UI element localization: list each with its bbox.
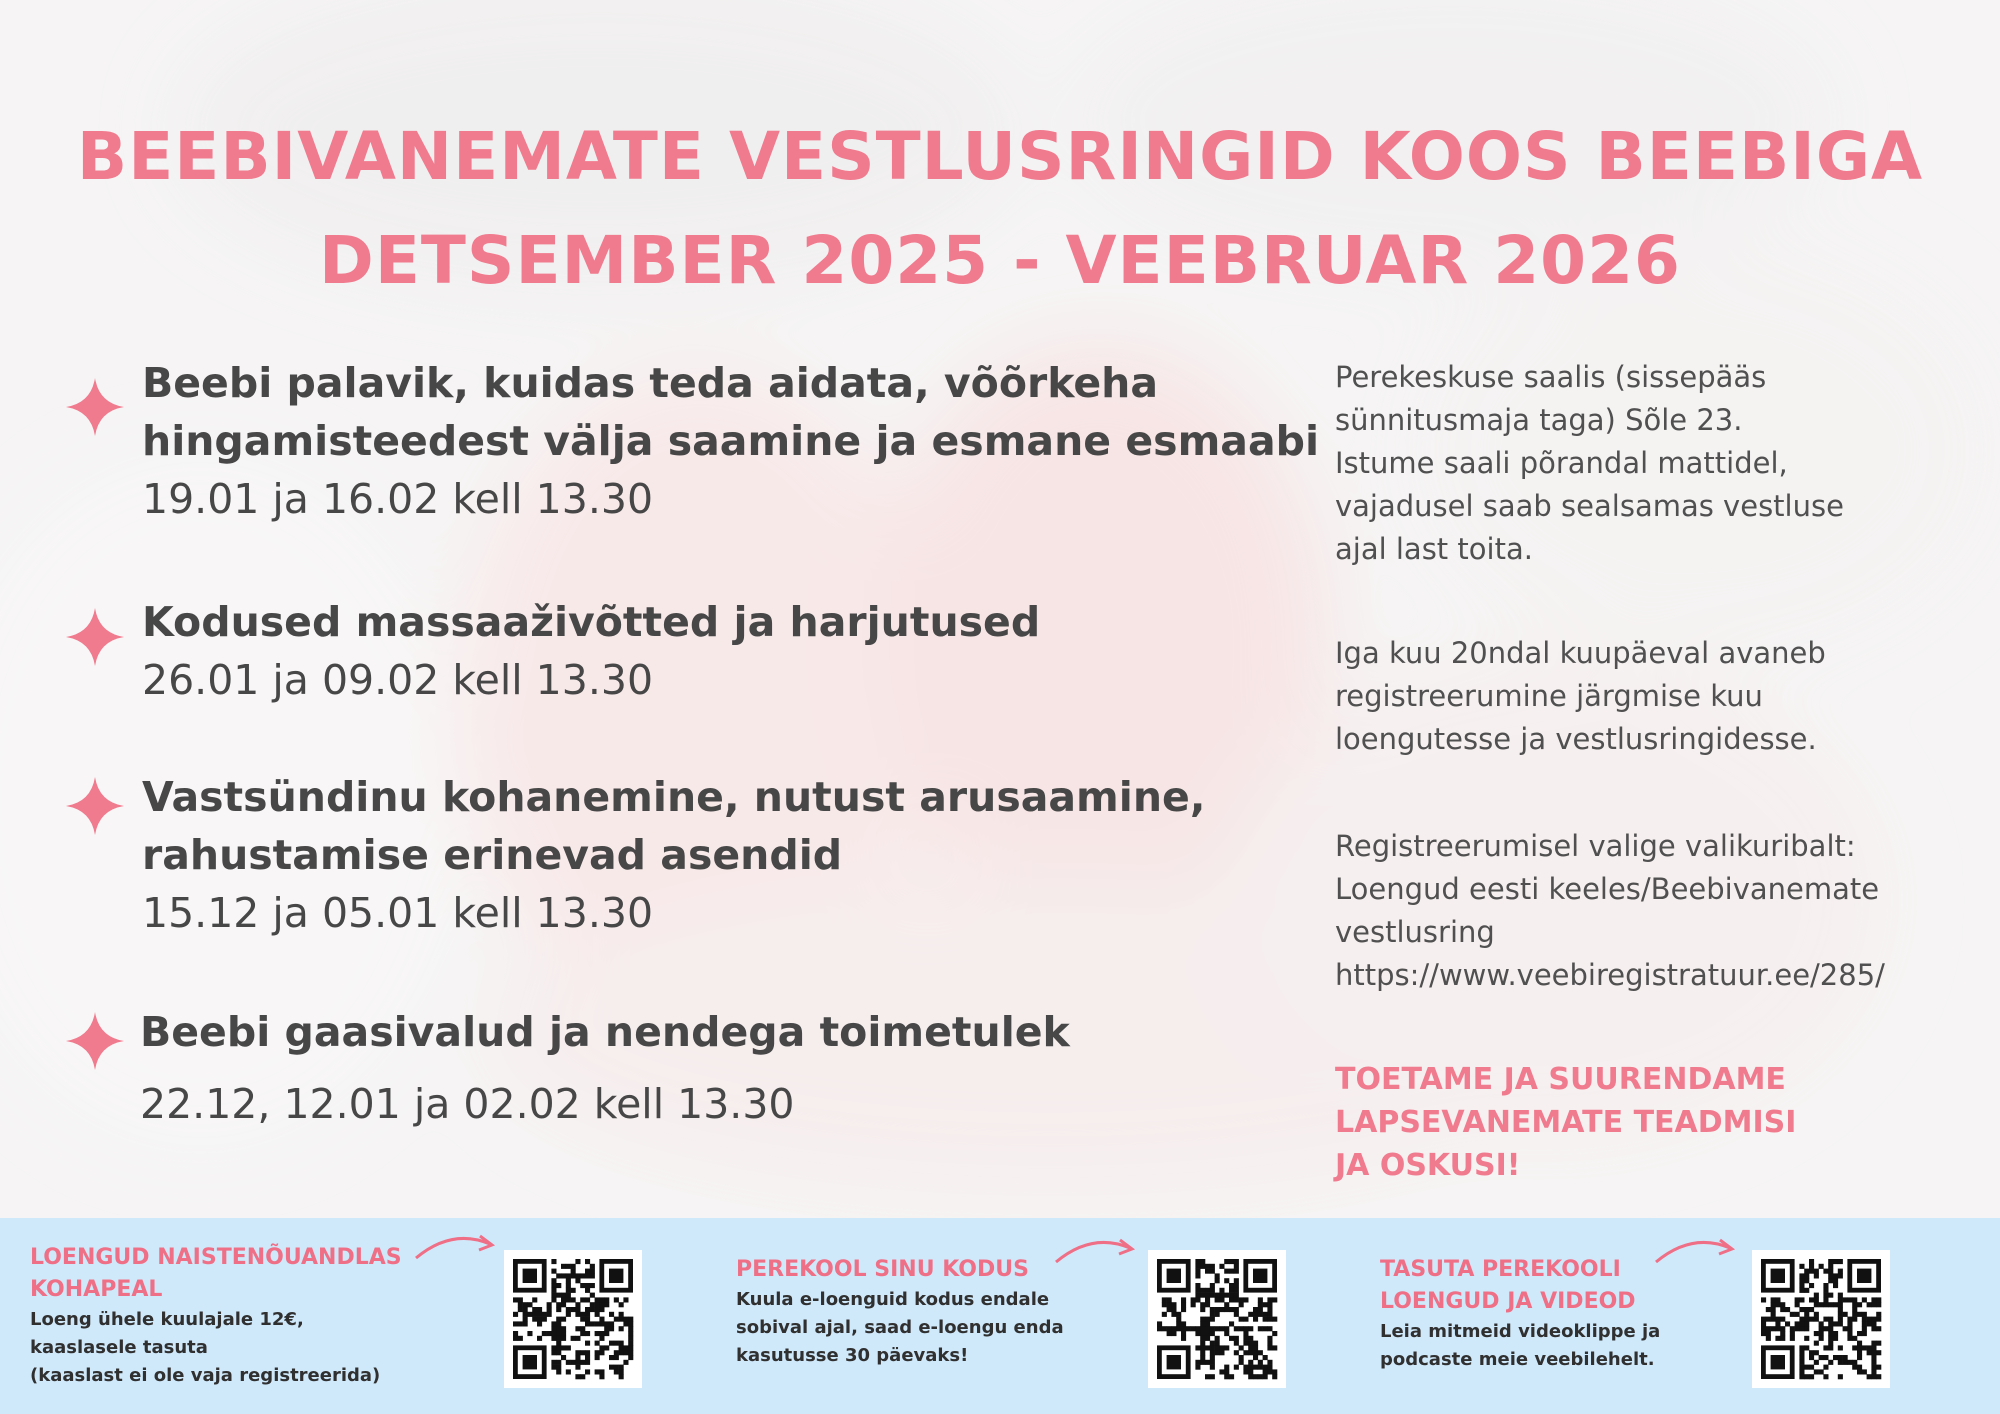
sparkle-icon	[66, 378, 124, 436]
topic-title: Vastsündinu kohanemine, nutust arusaamine,	[142, 773, 1206, 821]
info-line: Loengud eesti keeles/Beebivanemate	[1335, 872, 1880, 906]
slogan-line: JA OSKUSI!	[1335, 1148, 1521, 1183]
info-line: Iga kuu 20ndal kuupäeval avaneb	[1335, 636, 1826, 670]
footer-heading: KOHAPEAL	[30, 1277, 163, 1302]
info-line: registreerumine järgmise kuu	[1335, 679, 1763, 713]
sparkle-icon	[66, 608, 124, 666]
curved-arrow-icon	[412, 1228, 498, 1264]
sparkle-icon	[66, 777, 124, 835]
info-line: ajal last toita.	[1335, 532, 1533, 566]
topic-title: hingamisteedest välja saamine ja esmane esmaabi	[142, 417, 1320, 465]
info-line: Istume saali põrandal mattidel,	[1335, 446, 1788, 480]
footer-text: podcaste meie veebilehelt.	[1380, 1349, 1655, 1370]
topic-2	[142, 593, 1322, 709]
footer-block-home-school	[736, 1254, 1136, 1370]
footer-heading: LOENGUD NAISTENÕUANDLAS	[30, 1245, 402, 1270]
topic-title: rahustamise erinevad asendid	[142, 831, 843, 879]
topic-dates: 26.01 ja 09.02 kell 13.30	[142, 656, 654, 704]
info-line: vestlusring	[1335, 915, 1495, 949]
footer-heading: LOENGUD JA VIDEOD	[1380, 1289, 1636, 1314]
info-line: Perekeskuse saalis (sissepääs	[1335, 360, 1767, 394]
footer-block-free-videos	[1380, 1254, 1740, 1374]
info-line: Registreerumisel valige valikuribalt:	[1335, 829, 1856, 863]
registration-link[interactable]: https://www.veebiregistratuur.ee/285/	[1335, 958, 1885, 992]
footer-text: sobival ajal, saad e-loengu enda	[736, 1317, 1064, 1338]
topic-title: Kodused massaaživõtted ja harjutused	[142, 598, 1041, 646]
topic-3	[142, 768, 1322, 942]
footer-text: kasutusse 30 päevaks!	[736, 1345, 969, 1366]
qr-code[interactable]	[504, 1250, 642, 1388]
footer-text: Loeng ühele kuulajale 12€,	[30, 1309, 304, 1330]
qr-code[interactable]	[1752, 1250, 1890, 1388]
footer-text: (kaaslast ei ole vaja registreerida)	[30, 1365, 381, 1386]
page-subtitle-dates: DETSEMBER 2025 - VEEBRUAR 2026	[319, 222, 1681, 299]
topic-dates: 22.12, 12.01 ja 02.02 kell 13.30	[140, 1080, 795, 1128]
topic-dates: 19.01 ja 16.02 kell 13.30	[142, 475, 654, 523]
qr-code[interactable]	[1148, 1250, 1286, 1388]
registration-info	[1335, 632, 1975, 761]
footer-text: Kuula e-loenguid kodus endale	[736, 1289, 1050, 1310]
info-line: vajadusel saab sealsamas vestluse	[1335, 489, 1844, 523]
sparkle-icon	[66, 1012, 124, 1070]
topic-title: Beebi palavik, kuidas teda aidata, võõrkeha	[142, 359, 1159, 407]
curved-arrow-icon	[1652, 1232, 1738, 1268]
topic-title: Beebi gaasivalud ja nendega toimetulek	[140, 1008, 1070, 1056]
page-title: BEEBIVANEMATE VESTLUSRINGID KOOS BEEBIGA	[76, 118, 1924, 195]
slogan	[1335, 1058, 1975, 1187]
footer-heading: TASUTA PEREKOOLI	[1380, 1257, 1621, 1282]
registration-how-to	[1335, 825, 1985, 997]
location-info	[1335, 356, 1975, 571]
info-line: loengutesse ja vestlusringidesse.	[1335, 722, 1817, 756]
topic-4	[140, 1003, 1320, 1133]
footer-text: Leia mitmeid videoklippe ja	[1380, 1321, 1661, 1342]
info-line: sünnitusmaja taga) Sõle 23.	[1335, 403, 1743, 437]
footer-text: kaaslasele tasuta	[30, 1337, 208, 1358]
topic-1	[142, 354, 1322, 528]
footer-heading: PEREKOOL SINU KODUS	[736, 1257, 1029, 1282]
slogan-line: LAPSEVANEMATE TEADMISI	[1335, 1105, 1797, 1140]
topic-dates: 15.12 ja 05.01 kell 13.30	[142, 889, 654, 937]
curved-arrow-icon	[1052, 1232, 1138, 1268]
footer-block-in-person	[30, 1242, 450, 1390]
slogan-line: TOETAME JA SUURENDAME	[1335, 1062, 1786, 1097]
